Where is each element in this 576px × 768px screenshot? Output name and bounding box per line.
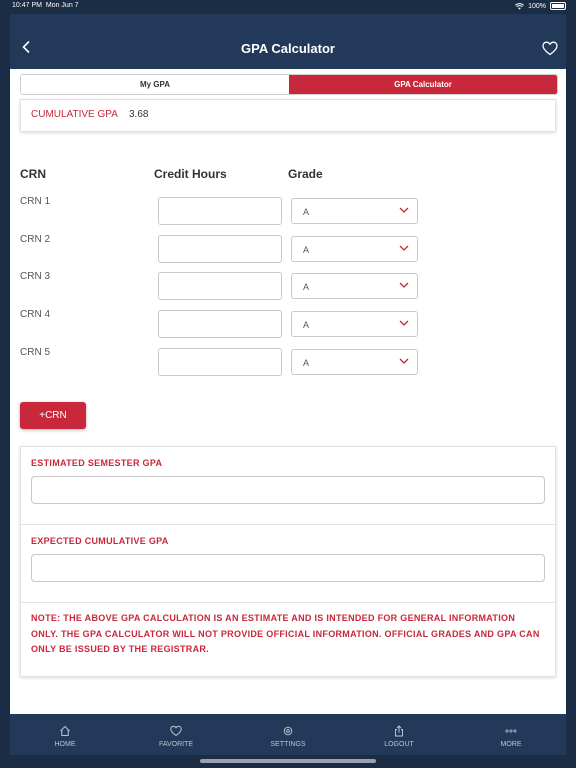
expected-cumulative-gpa-label: EXPECTED CUMULATIVE GPA [31,536,169,546]
status-time: 10:47 PM Mon Jun 7 [12,2,79,9]
tab-settings-label: SETTINGS [270,741,306,748]
status-bar [0,0,576,14]
favorite-heart-icon[interactable] [542,41,558,56]
segmented-control [20,74,558,95]
page-title: GPA Calculator [241,41,335,56]
tab-logout[interactable] [359,714,439,755]
battery-percent: 100% [528,2,546,10]
battery-icon [550,2,566,10]
tab-home[interactable] [25,714,105,755]
divider [21,524,555,525]
cumulative-gpa-value: 3.68 [129,109,149,120]
grade-select-5[interactable] [291,349,418,375]
grade-select-2[interactable] [291,236,418,262]
tab-more-label: MORE [500,741,522,748]
grade-select-3[interactable] [291,273,418,299]
bottom-tab-bar [10,714,566,755]
crn-label-5: CRN 5 [20,347,51,358]
tab-logout-label: LOGOUT [384,741,414,748]
credit-hours-input-5[interactable] [158,348,282,376]
home-indicator[interactable] [200,759,376,763]
crn-label-1: CRN 1 [20,196,51,207]
main-content [10,69,566,714]
grade-value-2: A [303,245,310,255]
crn-label-4: CRN 4 [20,309,51,320]
grade-value-5: A [303,358,310,368]
expected-cumulative-gpa-field[interactable] [31,554,545,582]
add-crn-button[interactable]: +CRN [20,402,86,429]
share-icon [393,725,405,737]
estimated-semester-gpa-field[interactable] [31,476,545,504]
crn-label-3: CRN 3 [20,271,51,282]
gpa-results-card [20,446,556,677]
more-icon [505,725,517,737]
grade-value-1: A [303,207,310,217]
tab-more[interactable] [471,714,551,755]
cumulative-gpa-card [20,99,556,132]
divider [21,602,555,603]
gear-icon [282,725,294,737]
tab-favorite[interactable] [136,714,216,755]
grade-select-4[interactable] [291,311,418,337]
home-icon [59,725,71,737]
credit-hours-input-2[interactable] [158,235,282,263]
nav-bar [10,14,566,69]
crn-column-header: CRN [20,167,46,181]
gpa-disclaimer-note: NOTE: THE ABOVE GPA CALCULATION IS AN ESTIMATE AND IS INTENDED FOR GENERAL INFORMATION ONLY. THE GPA CALCULATOR WILL NOT PROVIDE OFFICIAL INFORMATION. OFFICIAL GRADES AND GPA CAN ONLY BE ISSUED BY THE REGISTRAR. [31,613,540,654]
credit-hours-input-1[interactable] [158,197,282,225]
tab-favorite-label: FAVORITE [158,741,194,748]
grade-select-1[interactable] [291,198,418,224]
chevron-down-icon [399,245,409,251]
heart-icon [170,725,182,737]
wifi-icon [515,3,524,10]
credit-hours-column-header: Credit Hours [154,167,227,181]
chevron-down-icon [399,358,409,364]
grade-column-header: Grade [288,167,323,181]
credit-hours-input-3[interactable] [158,272,282,300]
grade-value-3: A [303,282,310,292]
credit-hours-input-4[interactable] [158,310,282,338]
tab-gpa-calculator[interactable]: GPA Calculator [289,75,557,94]
chevron-down-icon [399,320,409,326]
tab-settings[interactable] [248,714,328,755]
crn-label-2: CRN 2 [20,234,51,245]
tab-home-label: HOME [54,741,76,748]
tab-my-gpa[interactable]: My GPA [21,75,289,94]
estimated-semester-gpa-label: ESTIMATED SEMESTER GPA [31,458,163,468]
chevron-down-icon [399,207,409,213]
chevron-down-icon [399,282,409,288]
grade-value-4: A [303,320,310,330]
cumulative-gpa-label: CUMULATIVE GPA [31,109,118,120]
